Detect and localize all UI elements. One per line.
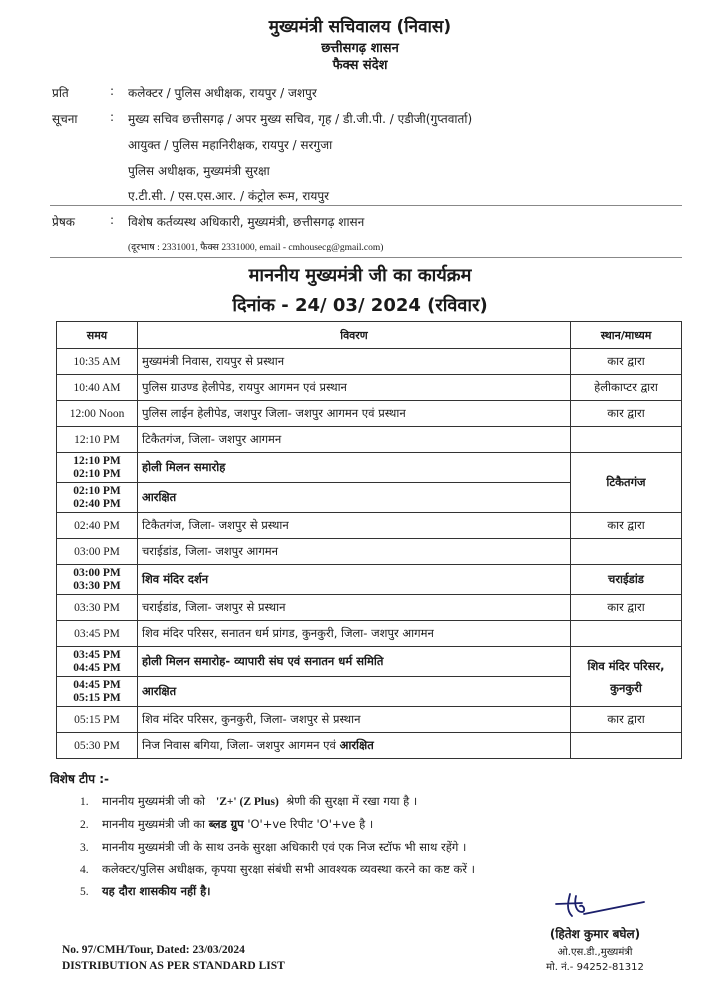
- table-header-row: [57, 322, 682, 349]
- row-place: [571, 539, 682, 565]
- time-to: 05:15 PM: [73, 691, 121, 704]
- time-to: 04:45 PM: [73, 661, 121, 674]
- to-label: प्रति: [52, 86, 69, 100]
- signature-mark: [548, 890, 648, 922]
- time-from: 12:10 PM: [73, 454, 121, 467]
- row-time-range: [57, 677, 138, 707]
- signatory-mobile: मो. नं.- 94252-81312: [546, 962, 644, 973]
- row-details: पुलिस ग्राउण्ड हेलीपेड, रायपुर आगमन एवं प्रस्थान: [138, 375, 571, 401]
- table-row: [57, 349, 682, 375]
- row-details: चराईडांड, जिला- जशपुर आगमन: [138, 539, 571, 565]
- row-details: [138, 733, 571, 759]
- note-text-bold: 'Z+' (Z Plus): [216, 796, 279, 808]
- info-label: सूचना: [52, 112, 78, 126]
- note-item: [80, 794, 417, 809]
- info-line: मुख्य सचिव छत्तीसगढ़ / अपर मुख्य सचिव, गृह / डी.जी.पी. / एडीजी(गुप्तवार्ता): [128, 112, 473, 126]
- row-details: शिव मंदिर परिसर, कुनकुरी, जिला- जशपुर से प्रस्थान: [138, 707, 571, 733]
- schedule-title: माननीय मुख्यमंत्री जी का कार्यक्रम: [248, 265, 472, 286]
- row-time-range: [57, 453, 138, 483]
- row-place: कार द्वारा: [571, 401, 682, 427]
- time-to: 02:40 PM: [73, 497, 121, 510]
- note-item: [80, 840, 466, 855]
- row-time-range: [57, 647, 138, 677]
- info-colon: :: [110, 110, 115, 124]
- note-number: 3.: [80, 842, 89, 854]
- note-text: माननीय मुख्यमंत्री जी के साथ उनके सुरक्षा अधिकारी एवं एक निज स्टॉफ भी साथ रहेंगे ।: [102, 840, 467, 854]
- row-time: 03:45 PM: [57, 621, 138, 647]
- note-item: [80, 862, 475, 877]
- note-text-bold: ब्लड ग्रुप: [208, 817, 244, 831]
- table-row: [57, 595, 682, 621]
- sender-label: प्रेषक: [52, 215, 75, 229]
- schedule-date: दिनांक - 24/ 03/ 2024 (रविवार): [232, 295, 488, 316]
- table-row: [57, 513, 682, 539]
- notes-title: विशेष टीप :-: [50, 772, 109, 786]
- row-time: 02:40 PM: [57, 513, 138, 539]
- row-details: होली मिलन समारोह- व्यापारी संघ एवं सनातन धर्म समिति: [138, 647, 571, 677]
- row-place: शिव मंदिर परिसर, कुनकुरी: [571, 647, 682, 707]
- note-number: 5.: [80, 886, 89, 898]
- distribution-note: DISTRIBUTION AS PER STANDARD LIST: [62, 960, 285, 972]
- table-row: [57, 565, 682, 595]
- note-number: 4.: [80, 864, 89, 876]
- table-row: [57, 539, 682, 565]
- table-row: [57, 647, 682, 677]
- office-heading: मुख्यमंत्री सचिवालय (निवास): [268, 17, 452, 37]
- info-line: ए.टी.सी. / एस.एस.आर. / कंट्रोल रूम, रायपुर: [128, 189, 330, 203]
- time-from: 03:45 PM: [73, 648, 121, 661]
- signatory-name: (हितेश कुमार बघेल): [549, 927, 641, 941]
- time-to: 02:10 PM: [73, 467, 121, 480]
- note-number: 2.: [80, 819, 89, 831]
- row-details: टिकैतगंज, जिला- जशपुर से प्रस्थान: [138, 513, 571, 539]
- column-header-time: समय: [57, 322, 138, 349]
- table-row: [57, 453, 682, 483]
- row-place: कार द्वारा: [571, 513, 682, 539]
- row-details: पुलिस लाईन हेलीपेड, जशपुर जिला- जशपुर आगमन एवं प्रस्थान: [138, 401, 571, 427]
- document-type: फैक्स संदेश: [332, 58, 388, 73]
- table-row: [57, 621, 682, 647]
- row-details: आरक्षित: [138, 483, 571, 513]
- note-number: 1.: [80, 796, 89, 808]
- column-header-details: विवरण: [138, 322, 571, 349]
- row-time: 10:35 AM: [57, 349, 138, 375]
- time-from: 02:10 PM: [73, 484, 121, 497]
- row-place: चराईडांड: [571, 565, 682, 595]
- reference-number: No. 97/CMH/Tour, Dated: 23/03/2024: [62, 944, 245, 956]
- note-text: श्रेणी की सुरक्षा में रखा गया है ।: [286, 794, 418, 808]
- time-from: 04:45 PM: [73, 678, 121, 691]
- row-time: 10:40 AM: [57, 375, 138, 401]
- column-header-place: स्थान/माध्यम: [571, 322, 682, 349]
- sender-colon: :: [110, 213, 115, 227]
- row-time: 12:10 PM: [57, 427, 138, 453]
- row-place: [571, 733, 682, 759]
- details-text: निज निवास बगिया, जिला- जशपुर आगमन एवं: [142, 738, 336, 752]
- time-from: 03:00 PM: [73, 566, 121, 579]
- note-text: कलेक्टर/पुलिस अधीक्षक, कृपया सुरक्षा संबंधी सभी आवश्यक व्यवस्था करने का कष्ट करें ।: [102, 862, 476, 876]
- row-time: 03:30 PM: [57, 595, 138, 621]
- sender-value: विशेष कर्तव्यस्थ अधिकारी, मुख्यमंत्री, छत्तीसगढ़ शासन: [128, 215, 365, 229]
- schedule-table: [56, 321, 682, 759]
- row-place: [571, 621, 682, 647]
- divider: [50, 257, 682, 258]
- details-bold-text: आरक्षित: [339, 738, 374, 752]
- row-place: हेलीकाप्टर द्वारा: [571, 375, 682, 401]
- divider: [50, 205, 682, 206]
- row-details: टिकैतगंज, जिला- जशपुर आगमन: [138, 427, 571, 453]
- row-details: मुख्यमंत्री निवास, रायपुर से प्रस्थान: [138, 349, 571, 375]
- row-time: 12:00 Noon: [57, 401, 138, 427]
- row-details: होली मिलन समारोह: [138, 453, 571, 483]
- note-item: [80, 817, 373, 832]
- row-place: [571, 427, 682, 453]
- row-place: कार द्वारा: [571, 349, 682, 375]
- note-item: [80, 884, 211, 899]
- table-row: [57, 427, 682, 453]
- note-text: माननीय मुख्यमंत्री जी को: [102, 794, 206, 808]
- note-text: यह दौरा शासकीय नहीं है।: [102, 884, 211, 898]
- sender-contact: (दूरभाष : 2331001, फैक्स 2331000, email - cmhousecg@gmail.com): [128, 243, 384, 253]
- government-heading: छत्तीसगढ़ शासन: [321, 41, 399, 56]
- table-row: [57, 401, 682, 427]
- table-row: [57, 375, 682, 401]
- to-colon: :: [110, 84, 115, 98]
- signatory-designation: ओ.एस.डी.,मुख्यमंत्री: [557, 947, 633, 958]
- row-time-range: [57, 565, 138, 595]
- note-text: 'O'+ve रिपीट 'O'+ve है ।: [247, 817, 374, 831]
- time-to: 03:30 PM: [73, 579, 121, 592]
- row-details: शिव मंदिर दर्शन: [138, 565, 571, 595]
- row-time: 03:00 PM: [57, 539, 138, 565]
- row-place: टिकैतगंज: [571, 453, 682, 513]
- row-details: चराईडांड, जिला- जशपुर से प्रस्थान: [138, 595, 571, 621]
- table-row: [57, 707, 682, 733]
- to-value: कलेक्टर / पुलिस अधीक्षक, रायपुर / जशपुर: [128, 86, 317, 100]
- row-details: आरक्षित: [138, 677, 571, 707]
- row-details: शिव मंदिर परिसर, सनातन धर्म प्रांगड, कुनकुरी, जिला- जशपुर आगमन: [138, 621, 571, 647]
- note-text: माननीय मुख्यमंत्री जी का: [102, 817, 206, 831]
- info-line: आयुक्त / पुलिस महानिरीक्षक, रायपुर / सरगुजा: [128, 138, 333, 152]
- row-place: कार द्वारा: [571, 707, 682, 733]
- row-place: कार द्वारा: [571, 595, 682, 621]
- info-line: पुलिस अधीक्षक, मुख्यमंत्री सुरक्षा: [128, 164, 270, 178]
- row-time-range: [57, 483, 138, 513]
- table-row: [57, 733, 682, 759]
- row-time: 05:15 PM: [57, 707, 138, 733]
- row-time: 05:30 PM: [57, 733, 138, 759]
